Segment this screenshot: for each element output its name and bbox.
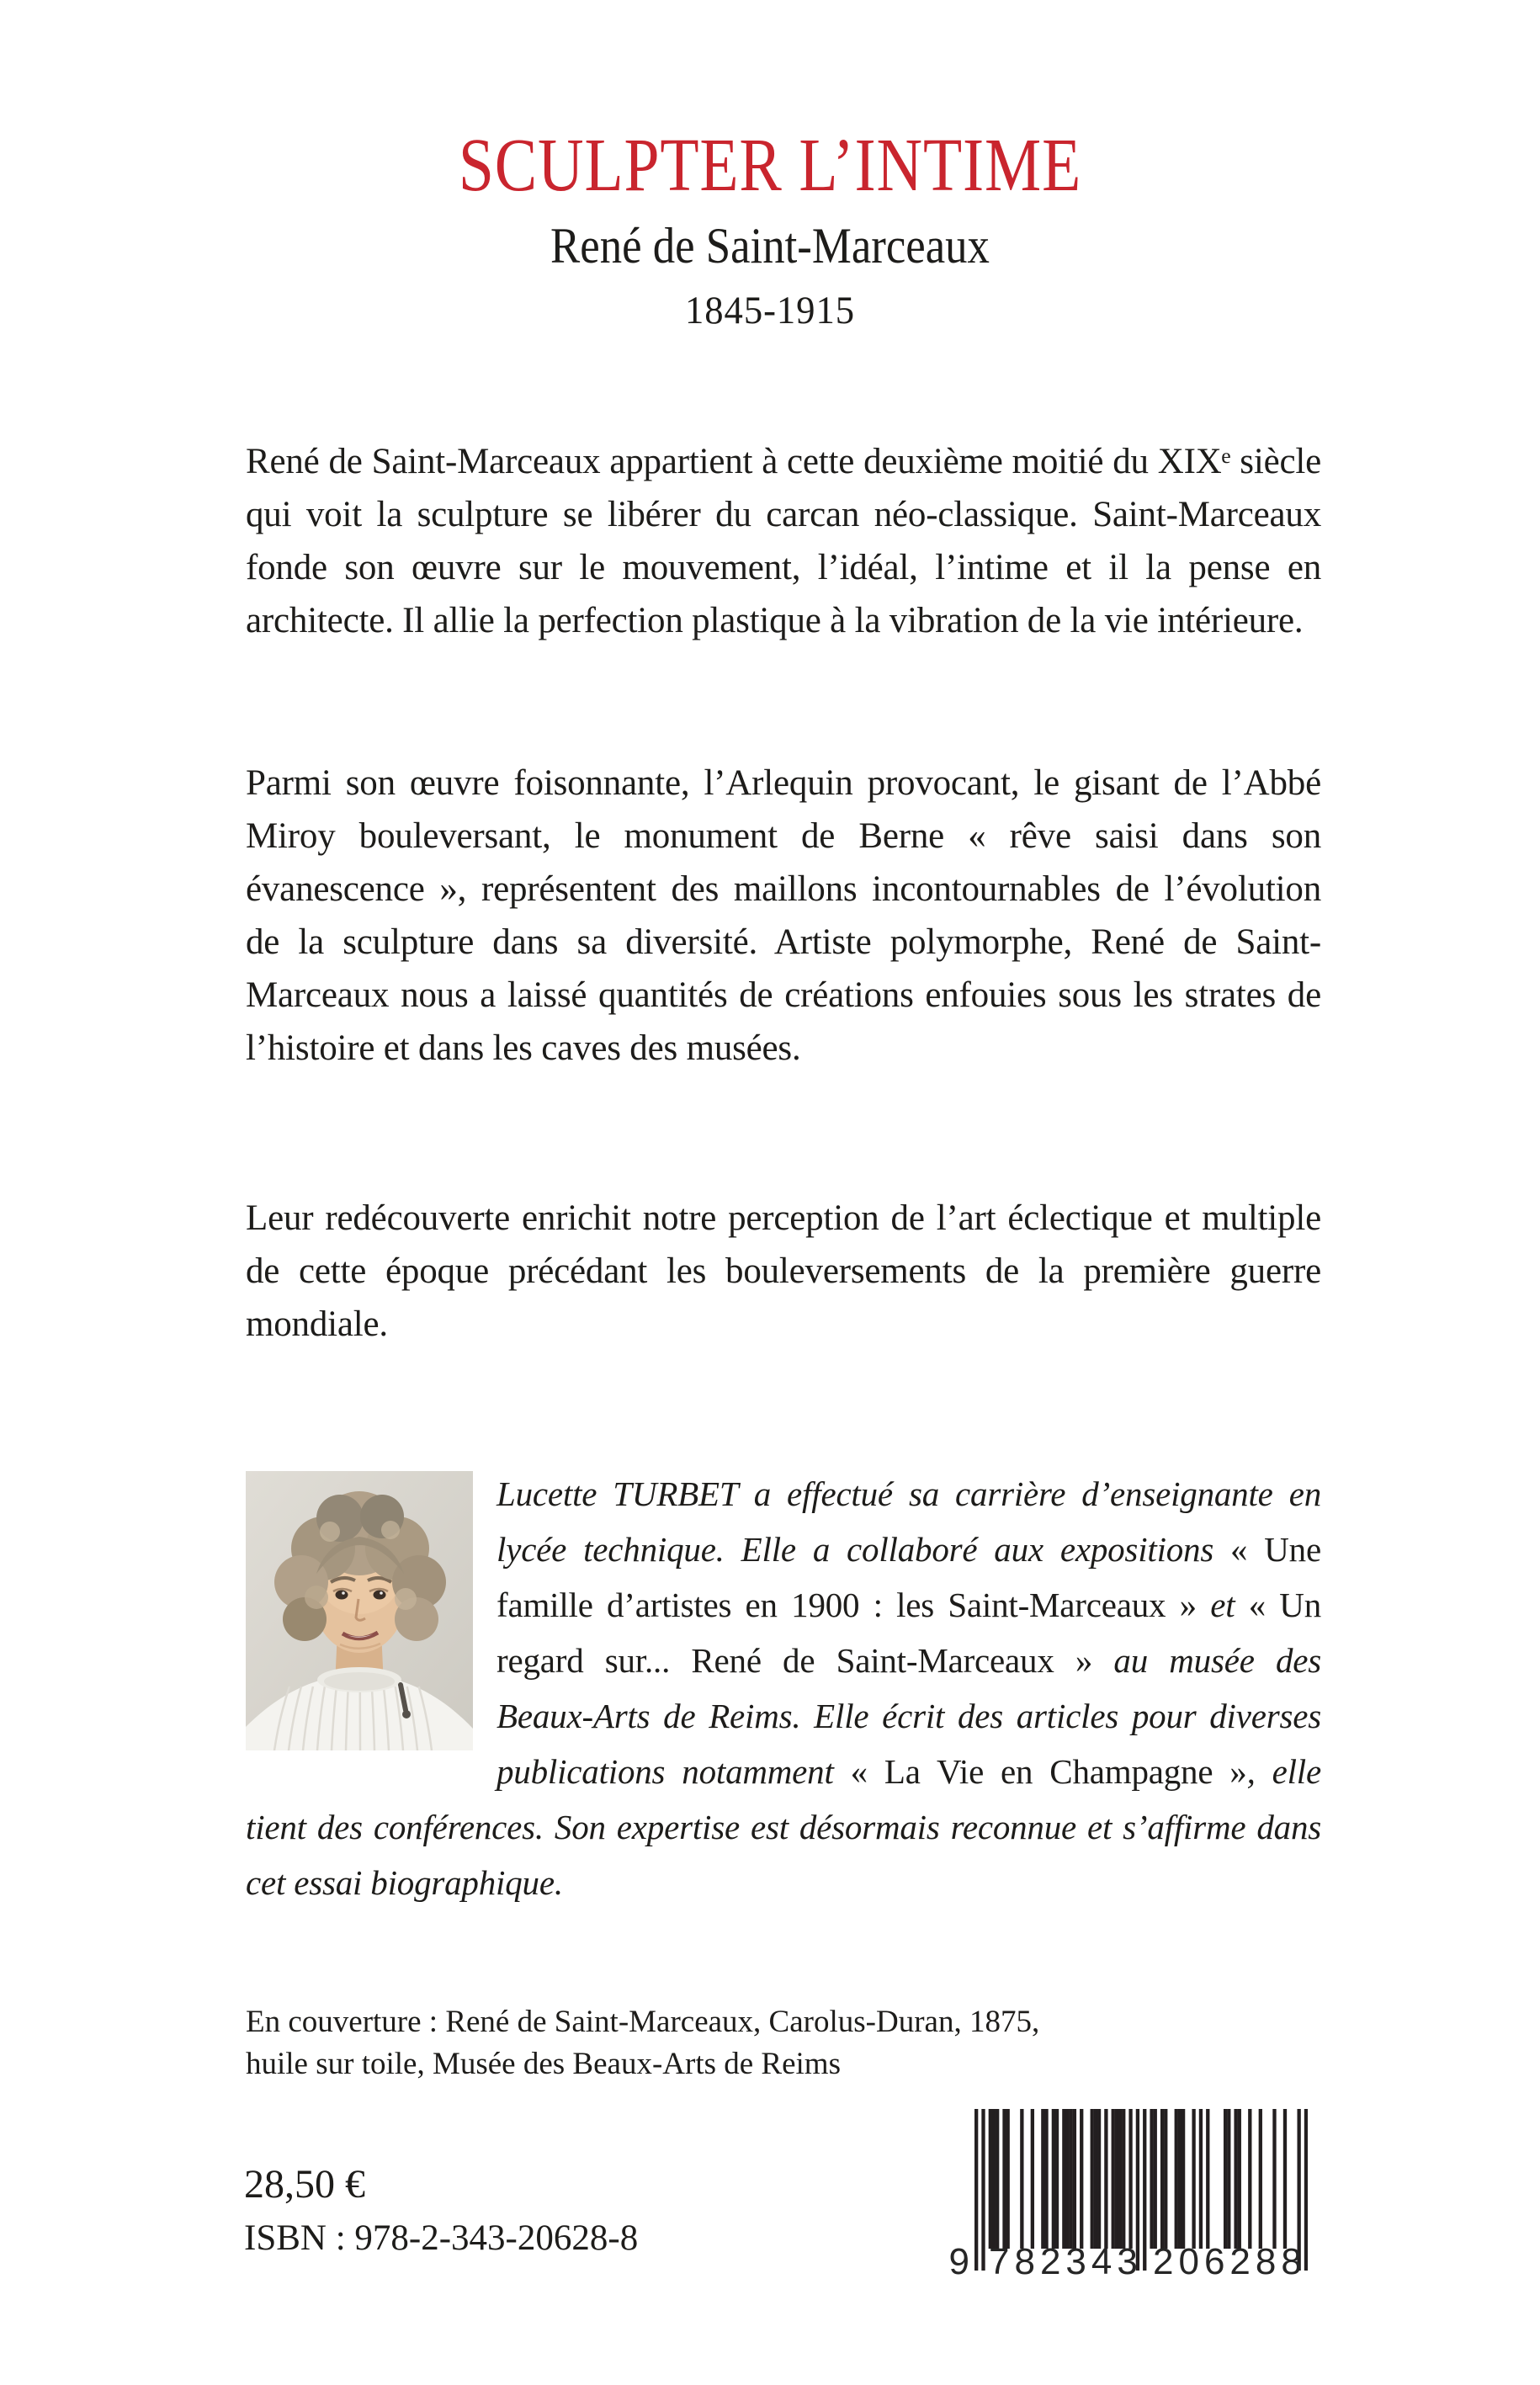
- ean13-barcode: [948, 2109, 1308, 2289]
- bio-segment: « La Vie en Champagne »: [850, 1752, 1247, 1791]
- bio-segment: , elle tient des conférences. Son expertise est désormais reconnue et s’affirme dans cet essai biographique.: [246, 1752, 1321, 1902]
- bio-segment: « Un regard sur... René de Saint-Marceaux »: [497, 1586, 1321, 1680]
- author-bio: [246, 1466, 1321, 1910]
- synopsis-paragraph-3: Leur redécouverte enrichit notre perception de l’art éclectique et multiple de cette époque précédant les bouleversements de la première guerre mondiale.: [246, 1198, 1321, 1344]
- barcode-digits-left: 782343: [989, 2241, 1143, 2282]
- author-portrait-photo: [246, 1471, 473, 1750]
- book-dates: 1845-1915: [684, 289, 856, 332]
- cover-credit-line-1: En couverture : René de Saint-Marceaux, Carolus-Duran, 1875,: [246, 2005, 1040, 2039]
- isbn-label: ISBN : 978-2-343-20628-8: [244, 2218, 639, 2258]
- synopsis-paragraph-1: René de Saint-Marceaux appartient à cette deuxième moitié du XIXᵉ siècle qui voit la sculpture se libérer du carcan néo-classique. Saint-Marceaux fonde son œuvre sur le mouvement, l’idéal, l’intime et il la pense en architecte. Il allie la perfection plastique à la vibration de la vie intérieure.: [246, 442, 1321, 640]
- barcode-digits-right: 206288: [1153, 2241, 1307, 2282]
- book-title: SCULPTER L’INTIME: [458, 124, 1082, 207]
- cover-credit-line-2: huile sur toile, Musée des Beaux-Arts de Reims: [246, 2047, 841, 2081]
- cover-credit: [246, 2001, 1039, 2085]
- synopsis-paragraph-2: Parmi son œuvre foisonnante, l’Arlequin provocant, le gisant de l’Abbé Miroy bouleversant, le monument de Berne « rêve saisi dans son évanescence », représentent des maillons incontournables de l’évolution de la sculpture dans sa diversité. Artiste polymorphe, René de Saint-Marceaux nous a laissé quantités de créations enfouies sous les strates de l’histoire et dans les caves des musées.: [246, 763, 1321, 1068]
- book-subtitle: René de Saint-Marceaux: [550, 218, 990, 274]
- bio-segment: Lucette TURBET a effectué sa carrière d’enseignante en lycée technique. Elle a collaboré aux expositions: [497, 1474, 1321, 1569]
- bio-segment: « Une famille d’artistes en 1900 : les Saint-Marceaux »: [497, 1530, 1321, 1624]
- bio-segment: au musée des Beaux-Arts de Reims. Elle écrit des articles pour diverses publications notamment: [497, 1641, 1321, 1791]
- barcode-digit-first: 9: [948, 2241, 969, 2282]
- author-photo: [246, 1471, 473, 1750]
- bio-segment: et: [1196, 1586, 1249, 1624]
- price-label: 28,50 €: [244, 2162, 365, 2207]
